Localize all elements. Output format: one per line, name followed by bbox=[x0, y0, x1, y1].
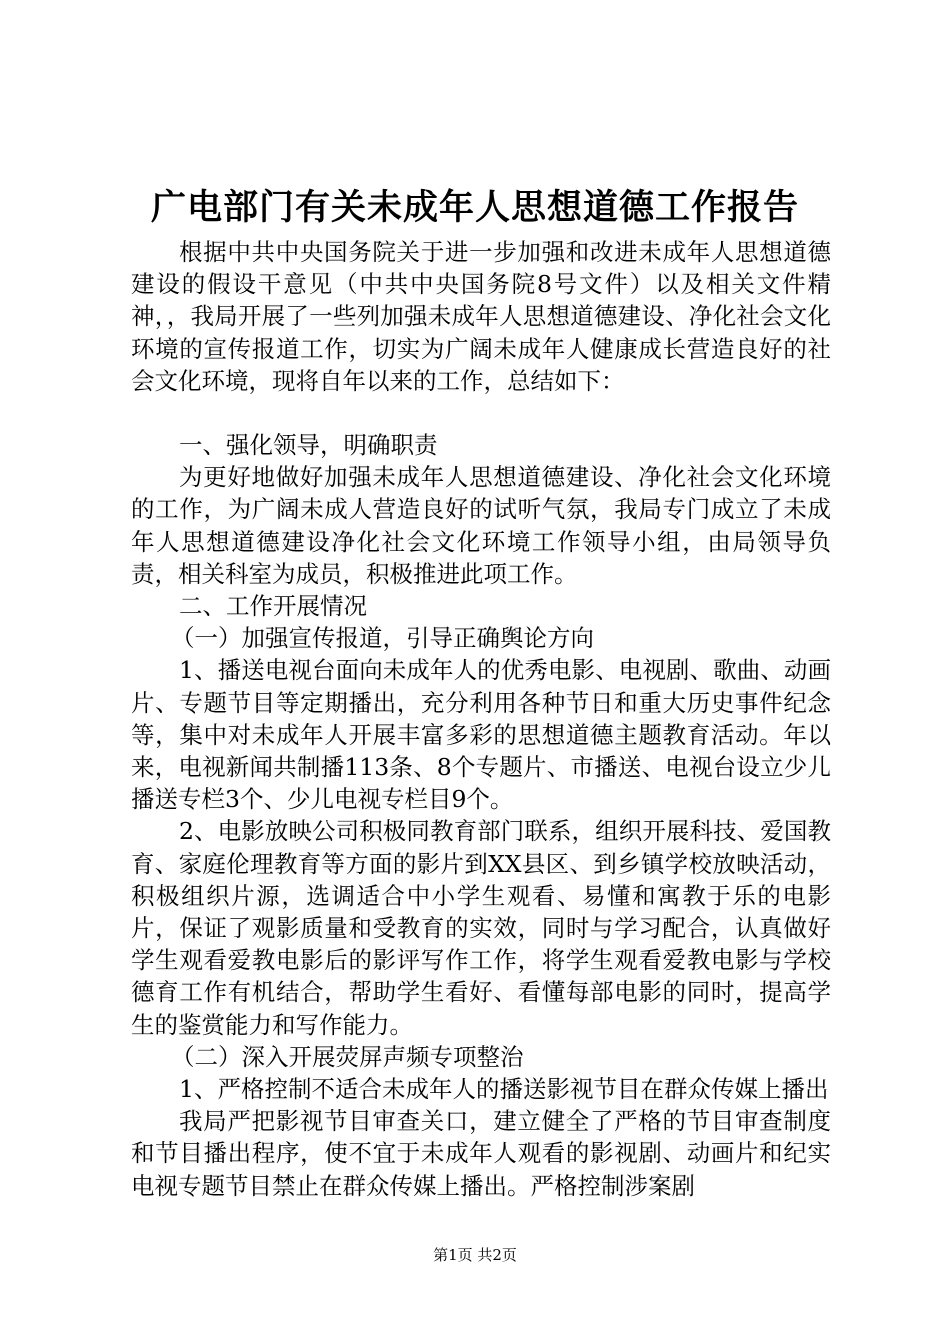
subsection1-heading: （一）加强宣传报道，引导正确舆论方向 bbox=[171, 624, 594, 653]
document-body bbox=[131, 236, 831, 1202]
page-footer: 第1页 共2页 bbox=[433, 1246, 517, 1264]
section1-paragraph: 为更好地做好加强未成年人思想道德建设、净化社会文化环境的工作，为广阔未成人营造良好的试听气氛，我局专门成立了未成年人思想道德建设净化社会文化环境工作领导小组，由局领导负责，相关科室为成员，积极推进此项工作。 bbox=[131, 463, 831, 588]
section1-heading: 一、强化领导，明确职责 bbox=[179, 431, 438, 460]
item3-heading: 1、严格控制不适合未成年人的播送影视节目在群众传媒上播出 bbox=[179, 1075, 829, 1104]
item3-paragraph: 我局严把影视节目审查关口，建立健全了严格的节目审查制度和节目播出程序，使不宜于未成年人观看的影视剧、动画片和纪实电视专题节目禁止在群众传媒上播出。严格控制涉案剧 bbox=[131, 1107, 831, 1200]
item1-paragraph: 1、播送电视台面向未成年人的优秀电影、电视剧、歌曲、动画片、专题节目等定期播出，充分利用各种节日和重大历史事件纪念等，集中对未成年人开展丰富多彩的思想道德主题教育活动。年以来，电视新闻共制播113条、8个专题片、市播送、电视台设立少儿播送专栏3个、少儿电视专栏目9个。 bbox=[131, 656, 831, 814]
intro-paragraph: 根据中共中央国务院关于进一步加强和改进未成年人思想道德建设的假设干意见（中共中央国务院8号文件）以及相关文件精神，，我局开展了一些列加强未成年人思想道德建设、净化社会文化环境的宣传报道工作，切实为广阔未成年人健康成长营造良好的社会文化环境，现将自年以来的工作，总结如下： bbox=[131, 238, 831, 395]
section2-heading: 二、工作开展情况 bbox=[179, 592, 367, 621]
subsection2-heading: （二）深入开展荧屏声频专项整治 bbox=[171, 1042, 524, 1071]
item2-paragraph: 2、电影放映公司积极同教育部门联系，组织开展科技、爱国教育、家庭伦理教育等方面的影片到XX县区、到乡镇学校放映活动，积极组织片源，选调适合中小学生观看、易懂和寓教于乐的电影片，保证了观影质量和受教育的实效，同时与学习配合，认真做好学生观看爱教电影后的影评写作工作，将学生观看爱教电影与学校德育工作有机结合，帮助学生看好、看懂每部电影的同时，提高学生的鉴赏能力和写作能力。 bbox=[131, 817, 831, 1039]
document-title: 广电部门有关未成年人思想道德工作报告 bbox=[150, 187, 799, 228]
paragraph-gap bbox=[131, 397, 831, 429]
